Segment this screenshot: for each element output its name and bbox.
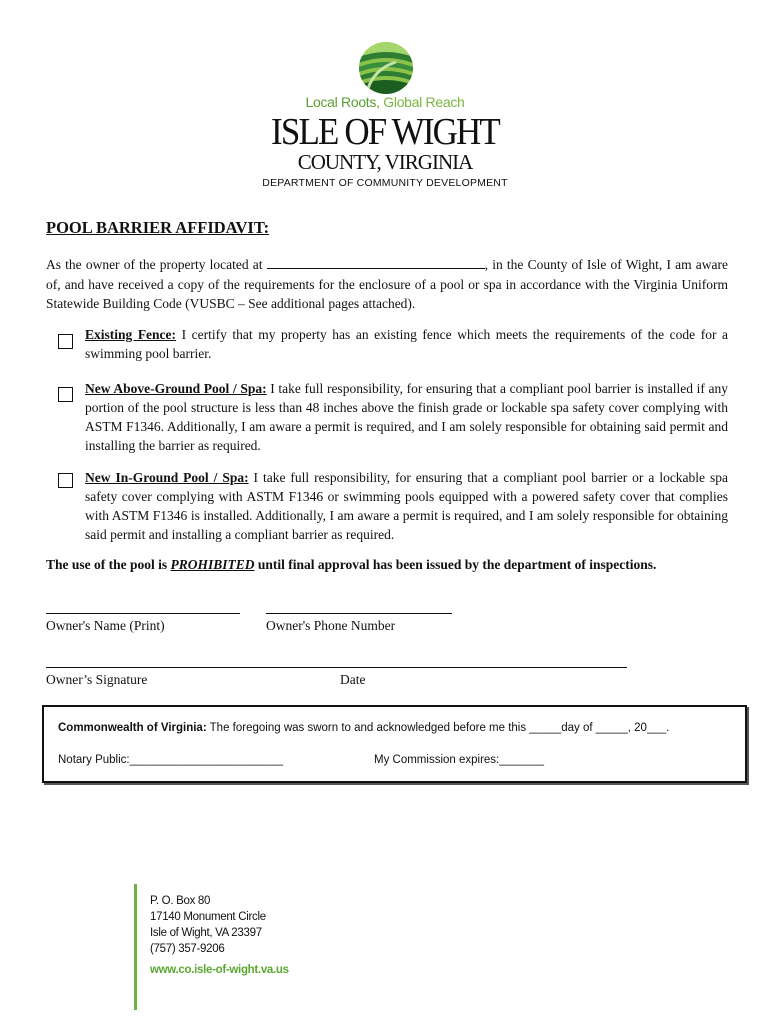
- owner-signature-label: Owner’s Signature: [46, 672, 148, 687]
- notary-public-field[interactable]: Notary Public:________________________: [58, 754, 284, 766]
- footer-address: [150, 893, 289, 978]
- phone-number: (757) 357-9206: [150, 943, 225, 955]
- website-link[interactable]: www.co.isle-of-wight.va.us: [150, 964, 289, 976]
- owner-phone-field[interactable]: [266, 613, 452, 614]
- option-above-ground-pool: New Above-Ground Pool / Spa: I take full responsibility, for ensuring that a compliant pool barrier is installed if any portion of the pool structure is less than 48 inches above the finish grade or lockable spa safety cover complying with ASTM F1346. Additionally, I am aware a permit is required, and I am solely responsible for obtaining said permit and installing the barrier as required.: [85, 381, 728, 453]
- po-box: P. O. Box 80: [150, 895, 211, 907]
- county-subtitle: COUNTY, VIRGINIA: [297, 150, 473, 174]
- prohibited-notice: The use of the pool is PROHIBITED until final approval has been issued by the department of inspections.: [46, 557, 657, 572]
- notary-box: [42, 705, 747, 783]
- tagline: Local Roots, Global Reach: [305, 94, 465, 110]
- option-in-ground-pool: New In-Ground Pool / Spa: I take full responsibility, for ensuring that a compliant pool barrier or a lockable spa safety cover complying with ASTM F1346 or swimming pools equipped with a powered safety cover that complies with ASTM F1346 is installed. Additionally, I am aware a permit is required, and I am solely responsible for obtaining said permit and installing a compliant barrier as required.: [85, 470, 728, 542]
- notary-sworn-line[interactable]: Commonwealth of Virginia: The foregoing was sworn to and acknowledged before me this _____day of _____, 20___.: [58, 722, 670, 734]
- owner-signature-field[interactable]: [46, 667, 627, 668]
- in-ground-pool-checkbox[interactable]: [58, 473, 73, 488]
- date-label: Date: [340, 672, 366, 687]
- form-heading: POOL BARRIER AFFIDAVIT:: [46, 218, 270, 237]
- option-existing-fence: Existing Fence: I certify that my property has an existing fence which meets the requirements of the code for a swimming pool barrier.: [85, 327, 728, 361]
- county-logo-icon: [356, 40, 416, 96]
- city-state-zip: Isle of Wight, VA 23397: [150, 927, 262, 939]
- street-address: 17140 Monument Circle: [150, 911, 266, 923]
- footer-divider: [134, 884, 137, 1010]
- commission-expires-field[interactable]: My Commission expires:_______: [374, 754, 545, 766]
- county-title: ISLE OF WIGHT: [271, 111, 499, 153]
- intro-paragraph: As the owner of the property located at , in the County of Isle of Wight, I am aware of, and have received a copy of the requirements for the enclosure of a pool or spa in accordance with the Virginia Uniform Statewide Building Code (VUSBC – See additional pages attached).: [46, 257, 728, 311]
- above-ground-pool-checkbox[interactable]: [58, 387, 73, 402]
- owner-name-label: Owner's Name (Print): [46, 618, 165, 633]
- property-address-field[interactable]: [267, 256, 485, 269]
- owner-name-field[interactable]: [46, 613, 240, 614]
- owner-phone-label: Owner's Phone Number: [266, 618, 396, 633]
- existing-fence-checkbox[interactable]: [58, 334, 73, 349]
- department-name: DEPARTMENT OF COMMUNITY DEVELOPMENT: [262, 177, 508, 189]
